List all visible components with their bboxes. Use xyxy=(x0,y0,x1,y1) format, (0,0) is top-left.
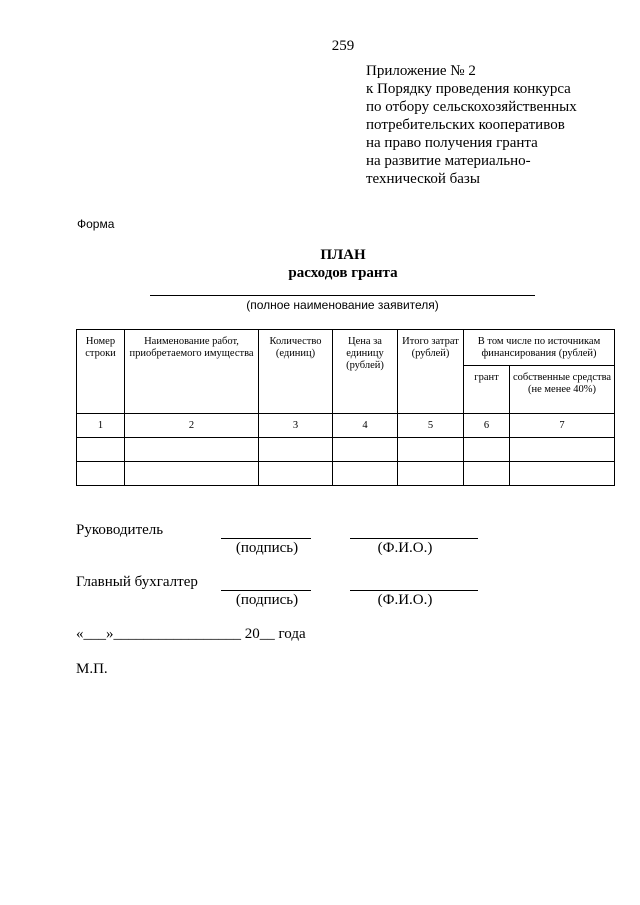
column-number: 6 xyxy=(464,414,510,438)
annex-line: по отбору сельскохозяйственных xyxy=(366,99,577,115)
accountant-signature-caption: (подпись) xyxy=(235,592,299,608)
head-signature-line[interactable] xyxy=(221,538,311,539)
table-cell[interactable] xyxy=(464,438,510,462)
date-line: «___»_________________ 20__ года xyxy=(76,626,306,642)
document-title xyxy=(0,246,640,282)
accountant-signature-line[interactable] xyxy=(221,590,311,591)
table-cell[interactable] xyxy=(259,462,333,486)
column-number: 3 xyxy=(259,414,333,438)
annex-line: потребительских кооперативов xyxy=(366,117,565,133)
table-row xyxy=(77,438,615,462)
column-number-row xyxy=(77,414,615,438)
expense-plan-table xyxy=(76,329,615,486)
table-cell[interactable] xyxy=(125,438,259,462)
header-grant: грант xyxy=(464,366,510,414)
applicant-caption: (полное наименование заявителя) xyxy=(246,298,439,312)
annex-line: технической базы xyxy=(366,171,480,187)
annex-line: на развитие материально- xyxy=(366,153,531,169)
table-cell[interactable] xyxy=(333,438,398,462)
form-label: Форма xyxy=(77,217,115,231)
header-own-funds: собственные средства (не менее 40%) xyxy=(510,366,615,414)
head-name-line[interactable] xyxy=(350,538,478,539)
header-row-number: Номер строки xyxy=(77,330,125,414)
head-name-caption: (Ф.И.О.) xyxy=(377,540,433,556)
header-funding-sources: В том числе по источникам финансирования (рублей) xyxy=(464,330,615,366)
annex-line: к Порядку проведения конкурса xyxy=(366,81,571,97)
table-cell[interactable] xyxy=(259,438,333,462)
annex-line: на право получения гранта xyxy=(366,135,538,151)
accountant-label: Главный бухгалтер xyxy=(76,574,198,590)
header-total-cost: Итого затрат (рублей) xyxy=(398,330,464,414)
table-cell[interactable] xyxy=(510,438,615,462)
page-number: 259 xyxy=(331,38,355,54)
accountant-name-line[interactable] xyxy=(350,590,478,591)
applicant-name-line[interactable] xyxy=(150,295,535,296)
column-number: 2 xyxy=(125,414,259,438)
table-cell[interactable] xyxy=(333,462,398,486)
table-cell[interactable] xyxy=(510,462,615,486)
table-row xyxy=(77,462,615,486)
table-cell[interactable] xyxy=(77,438,125,462)
header-unit-price: Цена за единицу (рублей) xyxy=(333,330,398,414)
title-line-2: расходов гранта xyxy=(288,265,398,281)
table-cell[interactable] xyxy=(464,462,510,486)
table-cell[interactable] xyxy=(77,462,125,486)
annex-header xyxy=(366,62,577,188)
column-number: 5 xyxy=(398,414,464,438)
column-number: 4 xyxy=(333,414,398,438)
accountant-name-caption: (Ф.И.О.) xyxy=(377,592,433,608)
column-number: 7 xyxy=(510,414,615,438)
head-label: Руководитель xyxy=(76,522,164,538)
header-quantity: Количество (единиц) xyxy=(259,330,333,414)
annex-line: Приложение № 2 xyxy=(366,63,476,79)
header-item-name: Наименование работ, приобретаемого имущества xyxy=(125,330,259,414)
column-number: 1 xyxy=(77,414,125,438)
table-cell[interactable] xyxy=(398,462,464,486)
table-cell[interactable] xyxy=(125,462,259,486)
title-line-1: ПЛАН xyxy=(320,247,366,263)
head-signature-caption: (подпись) xyxy=(235,540,299,556)
table-cell[interactable] xyxy=(398,438,464,462)
seal-mark: М.П. xyxy=(76,661,108,677)
